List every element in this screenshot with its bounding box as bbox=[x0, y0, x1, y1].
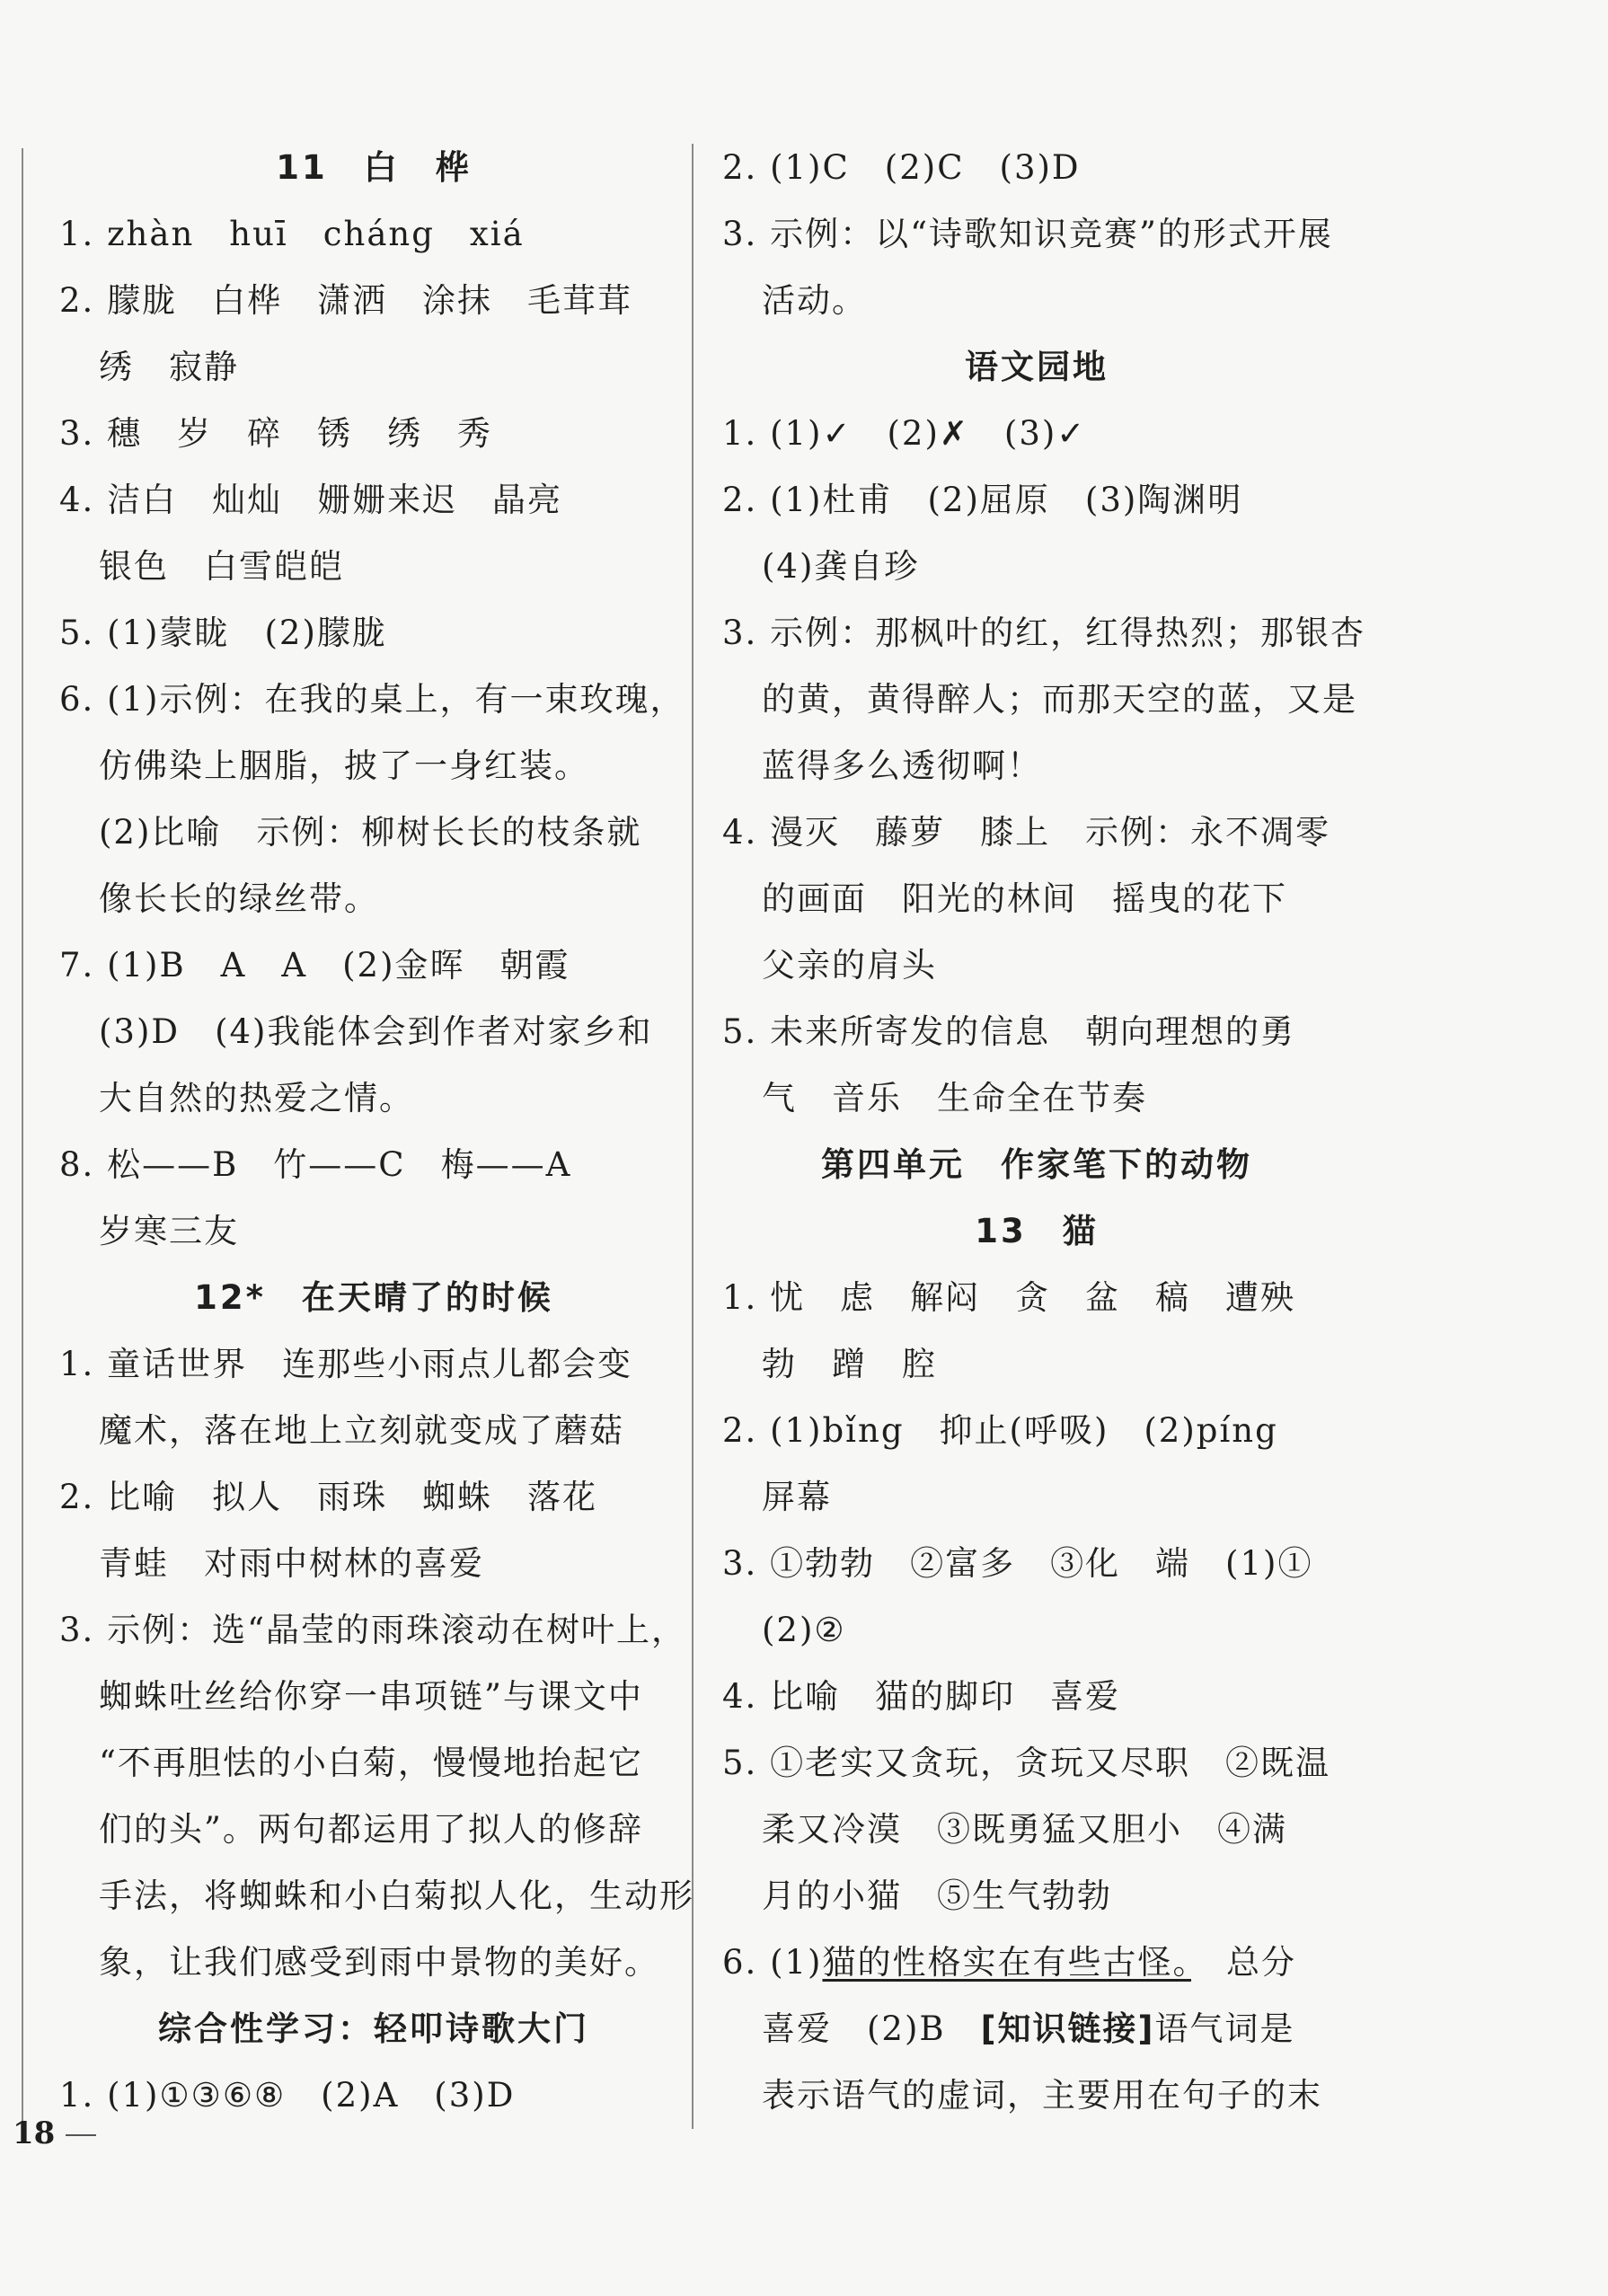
line-text: 语文园地 bbox=[965, 348, 1109, 386]
line-text: 综合性学习：轻叩诗歌大门 bbox=[158, 2009, 589, 2048]
line-text: 4. 漫灭 藤萝 膝上 示例：永不凋零 bbox=[722, 813, 1331, 852]
answer-line bbox=[59, 268, 688, 334]
answer-line bbox=[59, 534, 688, 600]
answer-line bbox=[59, 1863, 694, 1930]
line-text: 大自然的热爱之情。 bbox=[99, 1079, 414, 1117]
answer-line bbox=[59, 866, 688, 932]
answer-line bbox=[59, 733, 688, 799]
answer-line bbox=[722, 467, 1351, 534]
underlined-sentence: 猫的性格实在有些古怪。 bbox=[822, 1943, 1191, 1982]
line-text: 3. 示例：以“诗歌知识竞赛”的形式开展 bbox=[722, 215, 1333, 253]
answer-line bbox=[722, 1464, 1351, 1531]
section-heading bbox=[722, 1132, 1351, 1198]
page-number: 18 bbox=[13, 2115, 56, 2151]
answer-line bbox=[59, 1797, 688, 1863]
line-text: 11 白 桦 bbox=[276, 148, 472, 187]
answer-line bbox=[59, 1664, 688, 1730]
section-heading bbox=[722, 1198, 1351, 1265]
answer-line bbox=[722, 600, 1366, 667]
answer-line bbox=[59, 467, 688, 534]
line-text: (3)D (4)我能体会到作者对家乡和 bbox=[99, 1012, 653, 1051]
line-text: 7. (1)B A A (2)金晖 朝霞 bbox=[59, 946, 570, 985]
line-text: 5. (1)蒙眬 (2)朦胧 bbox=[59, 614, 387, 652]
answer-line bbox=[59, 932, 688, 999]
line-text: 1. (1)✓ (2)✗ (3)✓ bbox=[722, 414, 1087, 453]
answer-line bbox=[722, 135, 1351, 201]
line-text: 2. 比喻 拟人 雨珠 蜘蛛 落花 bbox=[59, 1478, 598, 1516]
line-text: 3. ①勃勃 ②富多 ③化 端 (1)① bbox=[722, 1544, 1313, 1583]
line-text: 6. (1)示例：在我的桌上，有一束玫瑰， bbox=[59, 680, 685, 719]
answer-line bbox=[722, 2062, 1351, 2129]
left-column bbox=[59, 135, 694, 2129]
answer-line bbox=[722, 1597, 1351, 1664]
line-text: 气 音乐 生命全在节奏 bbox=[762, 1079, 1147, 1117]
line-text: 勃 蹭 腔 bbox=[762, 1345, 937, 1383]
section-heading bbox=[59, 135, 688, 201]
line-text: 3. 示例：选“晶莹的雨珠滚动在树叶上， bbox=[59, 1611, 686, 1649]
line-text: 2. (1)C (2)C (3)D bbox=[722, 148, 1081, 187]
line-text: 父亲的肩头 bbox=[762, 946, 937, 985]
line-text: 岁寒三友 bbox=[99, 1212, 239, 1250]
answer-line bbox=[722, 1730, 1351, 1797]
answer-line bbox=[722, 1065, 1351, 1132]
answer-line bbox=[722, 733, 1351, 799]
line-text: 1. (1)①③⑥⑧ (2)A (3)D bbox=[59, 2076, 516, 2115]
line-text: 1. 童话世界 连那些小雨点儿都会变 bbox=[59, 1345, 633, 1383]
right-column bbox=[722, 135, 1366, 2129]
line-text: 喜爱 (2)B bbox=[762, 2009, 981, 2048]
line-text: 蓝得多么透彻啊！ bbox=[762, 746, 1042, 785]
line-text: 柔又冷漠 ③既勇猛又胆小 ④满 bbox=[762, 1810, 1287, 1849]
line-text: 3. 穗 岁 碎 锈 绣 秀 bbox=[59, 414, 493, 453]
answer-line bbox=[722, 866, 1351, 932]
line-text: 表示语气的虚词，主要用在句子的末 bbox=[762, 2076, 1322, 2115]
section-heading bbox=[59, 1996, 688, 2062]
answer-line bbox=[722, 999, 1351, 1065]
answer-line bbox=[59, 1331, 688, 1398]
line-text: “不再胆怯的小白菊，慢慢地抬起它 bbox=[99, 1744, 643, 1782]
line-text: 的画面 阳光的林间 摇曳的花下 bbox=[762, 879, 1287, 918]
line-text: 青蛙 对雨中树林的喜爱 bbox=[99, 1544, 484, 1583]
line-text: 的黄，黄得醉人；而那天空的蓝，又是 bbox=[762, 680, 1357, 719]
answer-line bbox=[59, 2062, 688, 2129]
answer-line bbox=[722, 1996, 1351, 2062]
line-text: 1. zhàn huī cháng xiá bbox=[59, 215, 525, 253]
answer-line bbox=[59, 401, 688, 467]
answer-line bbox=[722, 1531, 1351, 1597]
line-text: 们的头”。两句都运用了拟人的修辞 bbox=[99, 1810, 643, 1849]
answer-line bbox=[722, 799, 1351, 866]
answer-line bbox=[722, 1664, 1351, 1730]
answer-line bbox=[722, 201, 1351, 268]
answer-line bbox=[722, 667, 1357, 733]
line-text: 仿佛染上胭脂，披了一身红装。 bbox=[99, 746, 589, 785]
line-text: 活动。 bbox=[762, 281, 867, 320]
line-text: 银色 白雪皑皑 bbox=[99, 547, 344, 586]
answer-line bbox=[59, 1132, 688, 1198]
answer-line bbox=[59, 201, 688, 268]
answer-line bbox=[722, 534, 1351, 600]
line-text: 第四单元 作家笔下的动物 bbox=[821, 1145, 1252, 1184]
line-text: 4. 比喻 猫的脚印 喜爱 bbox=[722, 1677, 1121, 1716]
line-text: 月的小猫 ⑤生气勃勃 bbox=[762, 1877, 1112, 1915]
line-text: 像长长的绿丝带。 bbox=[99, 879, 379, 918]
answer-line bbox=[59, 1597, 688, 1664]
line-text: 4. 洁白 灿灿 姗姗来迟 晶亮 bbox=[59, 481, 563, 519]
section-heading bbox=[722, 334, 1351, 401]
answer-line bbox=[59, 334, 688, 401]
answer-line bbox=[59, 999, 688, 1065]
knowledge-link-label: [知识链接] bbox=[980, 2009, 1155, 2048]
page-footer bbox=[13, 2115, 96, 2151]
answer-line bbox=[59, 1531, 688, 1597]
answer-line bbox=[722, 932, 1351, 999]
line-text: 13 猫 bbox=[975, 1212, 1099, 1250]
line-text: 绣 寂静 bbox=[99, 348, 239, 386]
line-text: 2. (1)杜甫 (2)屈原 (3)陶渊明 bbox=[722, 481, 1243, 519]
answer-line bbox=[59, 1198, 688, 1265]
line-text: 蜘蛛吐丝给你穿一串项链”与课文中 bbox=[99, 1677, 643, 1716]
answer-line bbox=[722, 1331, 1351, 1398]
answer-line bbox=[59, 600, 688, 667]
line-text: 2. (1)bǐng 抑止(呼吸) (2)píng bbox=[722, 1411, 1278, 1450]
line-text: 12* 在天晴了的时候 bbox=[194, 1278, 553, 1317]
answer-line bbox=[722, 1265, 1351, 1331]
line-text-continued: 语气词是 bbox=[1154, 2009, 1295, 2048]
answer-line bbox=[59, 1730, 688, 1797]
line-text: 象，让我们感受到雨中景物的美好。 bbox=[99, 1943, 659, 1982]
answer-line bbox=[722, 401, 1351, 467]
line-text: (4)龚自珍 bbox=[762, 547, 920, 586]
answer-line bbox=[722, 1930, 1351, 1996]
section-heading bbox=[59, 1265, 688, 1331]
line-text: 1. 忧 虑 解闷 贪 盆 稿 遭殃 bbox=[722, 1278, 1296, 1317]
answer-line bbox=[59, 1398, 688, 1464]
line-text: 魔术，落在地上立刻就变成了蘑菇 bbox=[99, 1411, 624, 1450]
left-margin-rule bbox=[22, 148, 23, 2138]
line-text-continued: 总分 bbox=[1190, 1943, 1296, 1982]
line-text: 屏幕 bbox=[762, 1478, 832, 1516]
answer-line bbox=[59, 799, 688, 866]
footer-dash bbox=[66, 2134, 96, 2136]
line-text: (2)② bbox=[762, 1611, 846, 1649]
answer-line bbox=[722, 1863, 1351, 1930]
line-text: (2)比喻 示例：柳树长长的枝条就 bbox=[99, 813, 642, 852]
answer-line bbox=[59, 1930, 688, 1996]
line-text: 2. 朦胧 白桦 潇洒 涂抹 毛茸茸 bbox=[59, 281, 633, 320]
answer-line bbox=[59, 667, 688, 733]
answer-line bbox=[722, 1398, 1351, 1464]
answer-line bbox=[59, 1464, 688, 1531]
column-divider bbox=[692, 144, 694, 2129]
line-text: 手法，将蜘蛛和小白菊拟人化，生动形 bbox=[99, 1877, 694, 1915]
answer-line bbox=[722, 268, 1351, 334]
line-text: 8. 松——B 竹——C 梅——A bbox=[59, 1145, 572, 1184]
line-text: 6. (1) bbox=[722, 1943, 823, 1982]
answer-line bbox=[722, 1797, 1351, 1863]
line-text: 5. 未来所寄发的信息 朝向理想的勇 bbox=[722, 1012, 1296, 1051]
answer-line bbox=[59, 1065, 688, 1132]
line-text: 5. ①老实又贪玩，贪玩又尽职 ②既温 bbox=[722, 1744, 1331, 1782]
line-text: 3. 示例：那枫叶的红，红得热烈；那银杏 bbox=[722, 614, 1366, 652]
